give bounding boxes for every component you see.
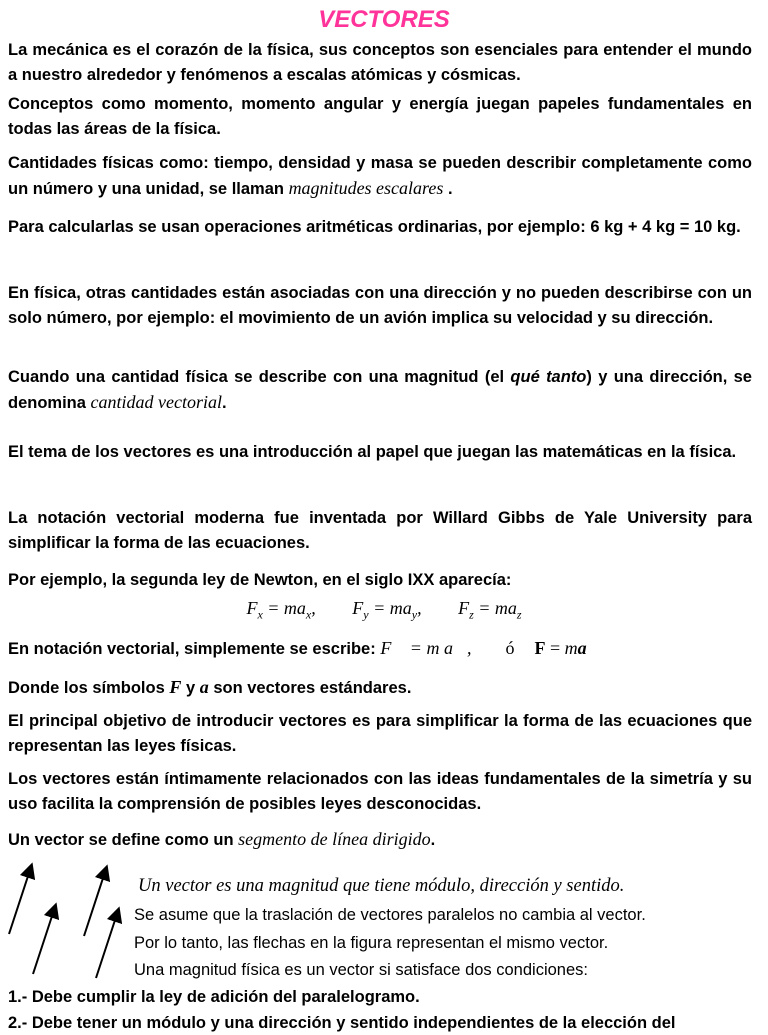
paragraph-vector-notation: En notación vectorial, simplemente se escribe: F⃗ = m a⃗, ó F = ma xyxy=(8,638,587,658)
paragraph-arithmetic: Para calcularlas se usan operaciones aritméticas ordinarias, por ejemplo: 6 kg + 4 kg = 10 kg. xyxy=(8,218,741,236)
conditions-intro: Una magnitud física es un vector si satisface dos condiciones: xyxy=(134,961,588,979)
paragraph-concepts: Conceptos como momento, momento angular y energía juegan papeles fundamentales en todas las áreas de la física. xyxy=(8,95,752,138)
same-vector-note: Por lo tanto, las flechas en la figura representan el mismo vector. xyxy=(134,934,609,952)
paragraph-symbols: Donde los símbolos F y a son vectores estándares. xyxy=(8,677,412,697)
paragraph-definition: Un vector se define como un segmento de línea dirigido. xyxy=(8,829,436,849)
page-title: VECTORES xyxy=(318,6,450,33)
paragraph-gibbs: La notación vectorial moderna fue inventada por Willard Gibbs de Yale University para simplificar la forma de las ecuaciones. xyxy=(8,509,752,552)
paragraph-symmetry: Los vectores están íntimamente relacionados con las ideas fundamentales de la simetría y su uso facilita la comprensión de posibles leyes desconocidas. xyxy=(8,770,752,813)
equation-bold-form: F = ma xyxy=(534,638,587,658)
paragraph-direction: En física, otras cantidades están asociadas con una dirección y no pueden describirse con un solo número, por ejemplo: el movimiento de un avión implica su velocidad y su dirección. xyxy=(8,284,752,327)
condition-2: 2.- Debe tener un módulo y una dirección y sentido independientes de la elección del xyxy=(8,1014,676,1032)
component-equations xyxy=(0,598,768,623)
vector-definition-italic: Un vector es una magnitud que tiene módulo, dirección y sentido. xyxy=(138,876,625,896)
vector-arrow xyxy=(33,910,54,974)
equation-fy: $F_y = ma_y$, xyxy=(352,598,422,622)
paragraph-vector-quantity: Cuando una cantidad física se describe con una magnitud (el qué tanto) y una dirección, se denomina cantidad vectorial. xyxy=(8,368,752,412)
equation-vector-form: F⃗ = m a⃗, xyxy=(380,638,472,658)
or-text: ó xyxy=(505,638,515,658)
paragraph-math-role: El tema de los vectores es una introducción al papel que juegan las matemáticas en la física. xyxy=(8,443,737,461)
paragraph-scalars: Cantidades físicas como: tiempo, densidad y masa se pueden describir completamente como un número y una unidad, se llaman magnitudes escalares . xyxy=(8,154,752,198)
vector-arrow xyxy=(84,872,105,936)
condition-1: 1.- Debe cumplir la ley de adición del paralelogramo. xyxy=(8,988,420,1006)
paragraph-objective: El principal objetivo de introducir vectores es para simplificar la forma de las ecuaciones que representan las leyes físicas. xyxy=(8,712,752,755)
equation-fx: $F_x = ma_x$, xyxy=(246,598,316,622)
parallel-vectors-figure xyxy=(0,862,134,986)
paragraph-mechanics: La mecánica es el corazón de la física, sus conceptos son esenciales para entender el mundo a nuestro alrededor y fenómenos a escalas atómicas y cósmicas. xyxy=(8,41,752,84)
vector-arrow xyxy=(96,914,117,978)
translation-note: Se asume que la traslación de vectores paralelos no cambia al vector. xyxy=(134,906,646,924)
vector-arrow xyxy=(9,870,30,934)
equation-fz: $F_z = ma_z$ xyxy=(458,598,522,622)
paragraph-newton: Por ejemplo, la segunda ley de Newton, en el siglo IXX aparecía: xyxy=(8,571,512,589)
